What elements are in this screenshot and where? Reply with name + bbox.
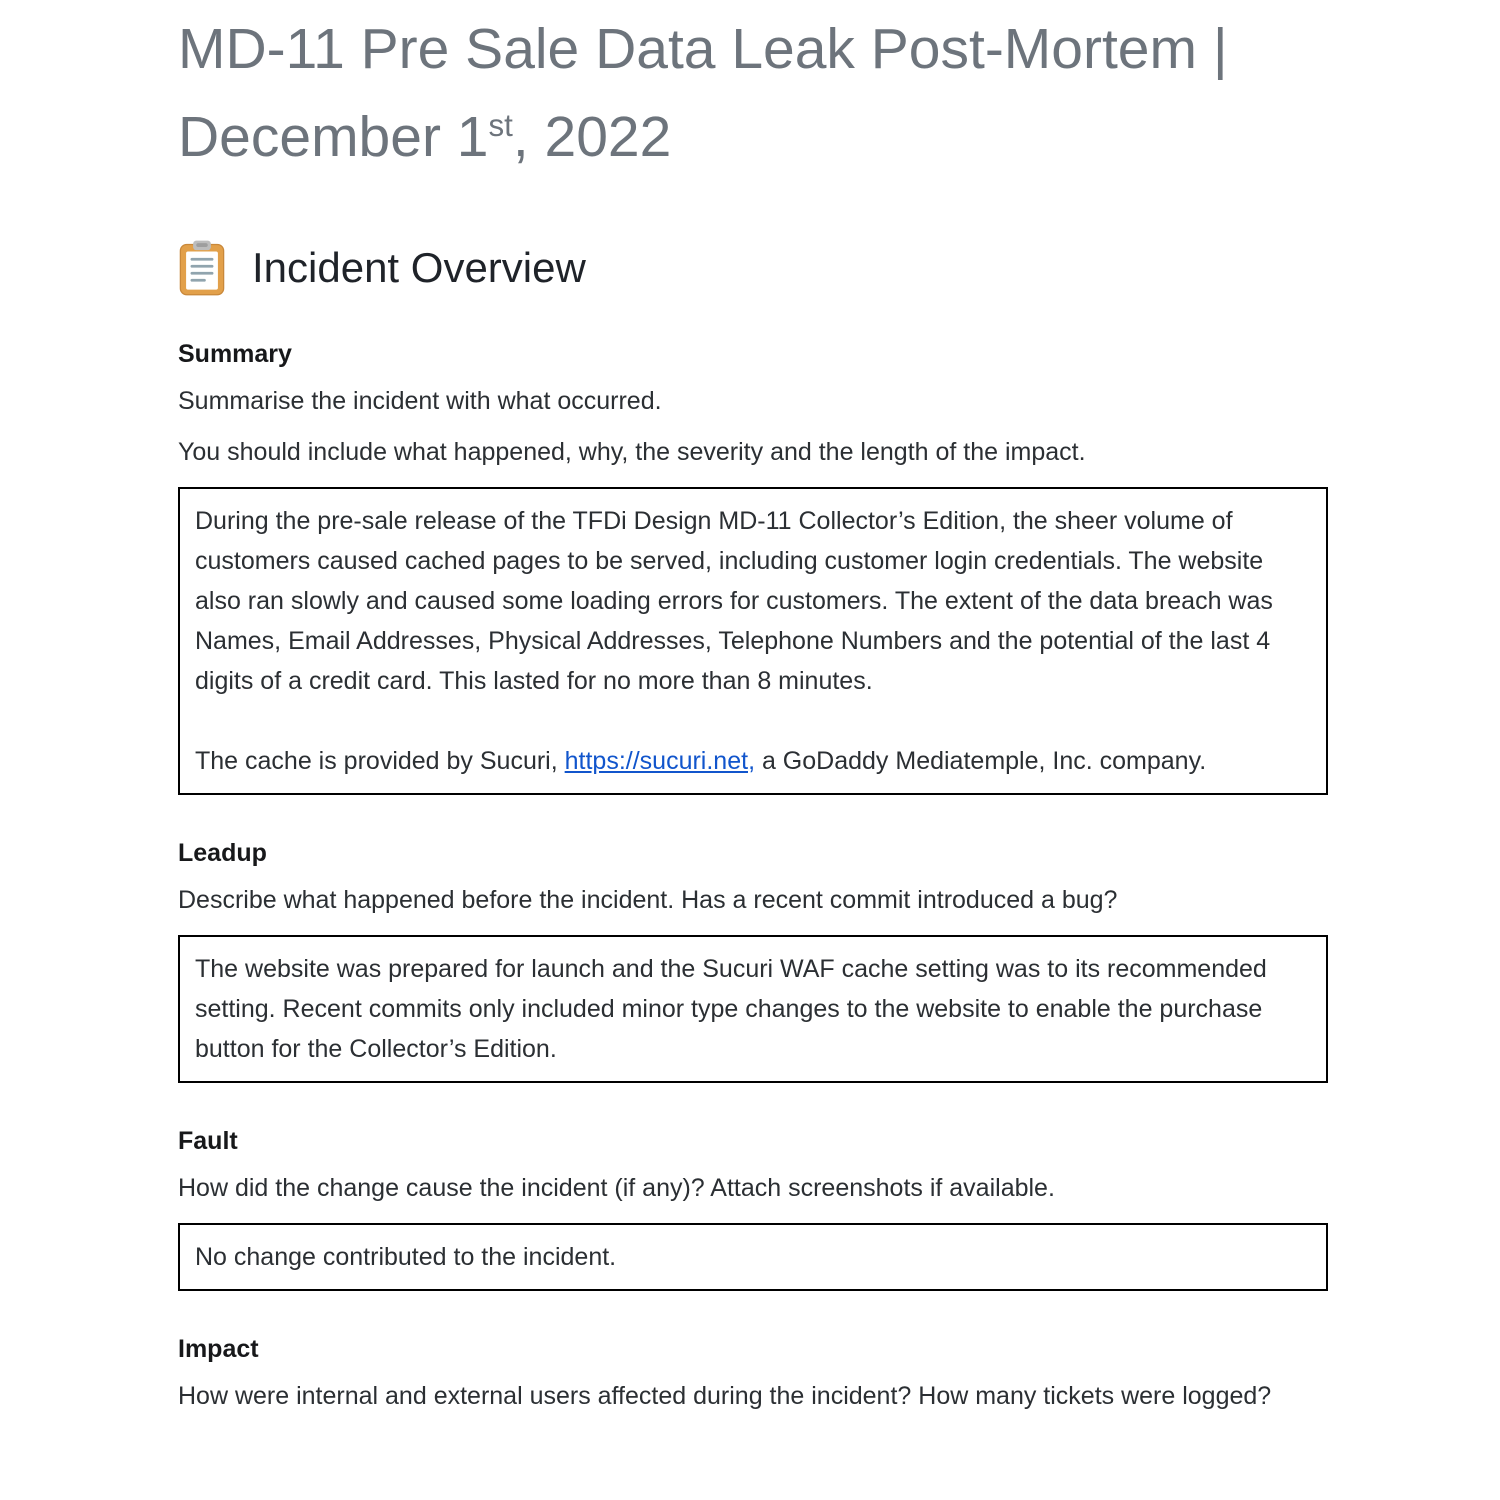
summary-answer-paragraph-2: [195, 741, 1311, 781]
leadup-prompt: Describe what happened before the incident. Has a recent commit introduced a bug?: [178, 885, 1118, 914]
title-suffix: , 2022: [512, 104, 672, 169]
sucuri-link[interactable]: https://sucuri.net,: [564, 746, 756, 775]
title-superscript: st: [488, 107, 513, 143]
section-heading-label: Incident Overview: [252, 243, 586, 291]
field-impact: [178, 1335, 1328, 1419]
field-label-impact: Impact: [178, 1334, 259, 1363]
field-label-fault: Fault: [178, 1126, 238, 1155]
leadup-answer-box: [178, 935, 1328, 1083]
title-main: MD-11 Pre Sale Data Leak Post-Mortem | December 1: [178, 17, 1228, 169]
clipboard-icon: [178, 240, 226, 296]
leadup-answer-paragraph: The website was prepared for launch and the Sucuri WAF cache setting was to its recommended setting. Recent commits only included minor type changes to the website to enable the purchase button for the Collector’s Edition.: [195, 954, 1267, 1063]
field-label-summary: Summary: [178, 339, 292, 368]
field-summary: [178, 340, 1328, 795]
field-label-leadup: Leadup: [178, 838, 267, 867]
fault-answer-paragraph: No change contributed to the incident.: [195, 1242, 617, 1271]
summary-answer-box: [178, 487, 1328, 795]
section-heading-incident-overview: [178, 240, 1328, 296]
fault-prompt: How did the change cause the incident (if any)? Attach screenshots if available.: [178, 1173, 1055, 1202]
fault-answer-box: [178, 1223, 1328, 1291]
summary-answer-link-before: The cache is provided by Sucuri,: [195, 746, 565, 775]
summary-prompt-1: Summarise the incident with what occurred.: [178, 386, 662, 415]
impact-prompt: How were internal and external users affected during the incident? How many tickets were logged?: [178, 1381, 1272, 1410]
field-leadup: [178, 839, 1328, 1083]
document-title: [178, 6, 1328, 182]
field-fault: [178, 1127, 1328, 1291]
summary-prompt-2: You should include what happened, why, the severity and the length of the impact.: [178, 437, 1086, 466]
summary-answer-link-after: a GoDaddy Mediatemple, Inc. company.: [755, 746, 1207, 775]
summary-answer-paragraph-1: During the pre-sale release of the TFDi Design MD-11 Collector’s Edition, the sheer volume of customers caused cached pages to be served, including customer login credentials. The website also ran slowly and caused some loading errors for customers. The extent of the data breach was Names, Email Addresses, Physical Addresses, Telephone Numbers and the potential of the last 4 digits of a credit card. This lasted for no more than 8 minutes.: [195, 506, 1273, 695]
